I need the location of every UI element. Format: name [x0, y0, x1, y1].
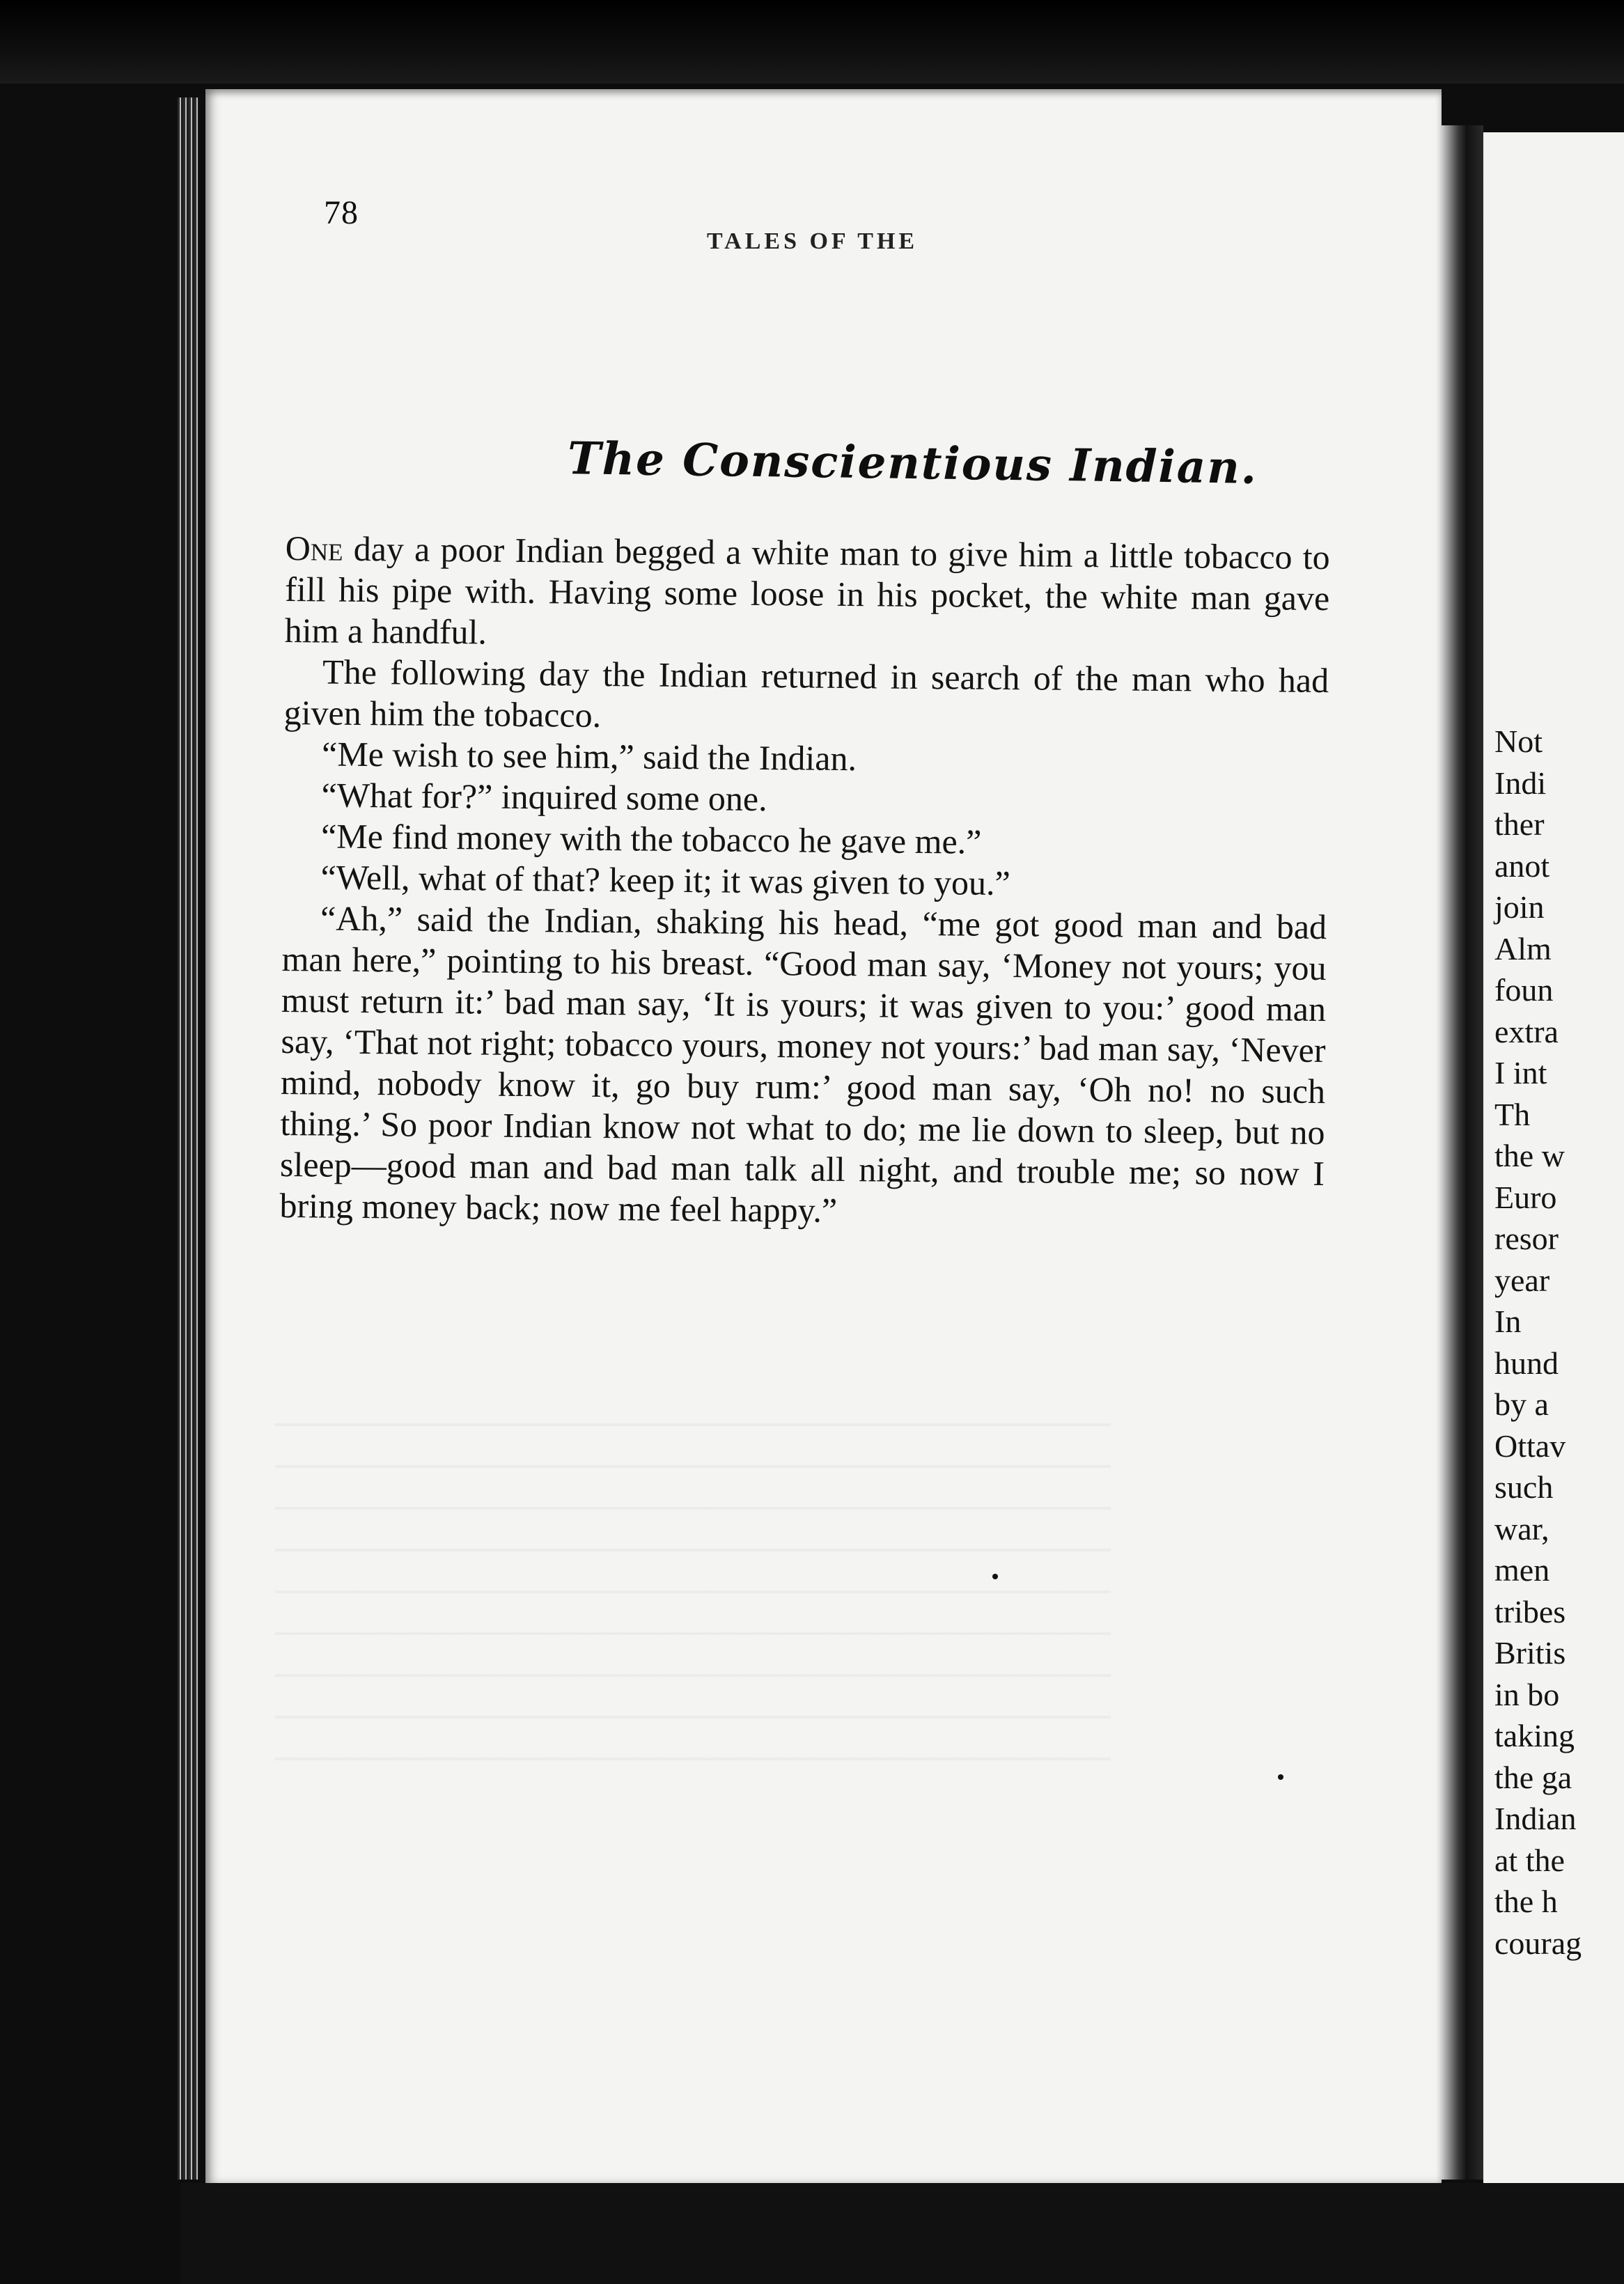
right-page-line: in bo — [1494, 1676, 1560, 1712]
right-page-line: by a — [1494, 1386, 1549, 1422]
paragraph: The following day the Indian returned in search of the man who had given him the tobacco. — [283, 652, 1329, 735]
right-page-line: war, — [1494, 1510, 1549, 1547]
paragraph: “Ah,” said the Indian, shaking his head, “me got good man and bad man here,” pointing to his breast. “Good man say, ‘Money not yours; you must return it:’ bad man say, ‘It is yours; it was given to you:’ good man say, ‘That not right; tobacco yours, money not yours:’ bad man say, ‘Never mind, nobody know it, go buy rum:’ good man say, ‘Oh no! no such thing.’ So poor Indian know not what to do; me lie down to sleep, but no sleep—good man and bad man talk all night, and trouble me; so now I bring money back; now me feel happy.” — [279, 898, 1327, 1230]
right-page-line: Th — [1494, 1096, 1531, 1132]
right-page-line: extra — [1494, 1013, 1559, 1049]
paragraph: “Me find money with the tobacco he gave me.” — [320, 816, 982, 861]
scan-bottom-border — [181, 2183, 1624, 2284]
right-page-line: foun — [1494, 972, 1554, 1008]
right-page-line: men — [1494, 1552, 1550, 1588]
right-page-line: Indian — [1494, 1801, 1577, 1836]
right-page-line: year — [1494, 1262, 1550, 1298]
right-page-line: resor — [1494, 1221, 1559, 1256]
left-page — [205, 89, 1442, 2185]
page-stack-edge — [178, 97, 198, 2180]
right-page-line: the h — [1494, 1884, 1558, 1919]
right-page-line: Not — [1494, 723, 1543, 759]
ink-speck — [992, 1574, 998, 1579]
right-page-line: such — [1494, 1469, 1554, 1505]
right-page-line: the w — [1494, 1138, 1565, 1173]
paragraph: “What for?” inquired some one. — [321, 775, 767, 819]
right-page-line: Britis — [1494, 1635, 1566, 1671]
paragraph-text: day a poor Indian begged a white man to give him a little tobacco to fill his pipe with. Having some loose in his pocket, the white man gave him a handful. — [284, 529, 1330, 652]
right-page-line: at the — [1494, 1842, 1565, 1878]
book-gutter — [1442, 125, 1483, 2180]
right-page-line: hund — [1494, 1345, 1559, 1381]
right-page-line: Ottav — [1494, 1428, 1566, 1464]
ink-speck — [1278, 1774, 1283, 1780]
right-page-text — [1494, 721, 1624, 1964]
story-title: The Conscientious Indian. — [567, 432, 1258, 494]
right-page-line: Euro — [1494, 1179, 1557, 1215]
right-page-line: tribes — [1494, 1593, 1566, 1629]
page-number: 78 — [324, 194, 359, 231]
right-page-fragment — [1483, 132, 1624, 2193]
right-page-line: courag — [1494, 1925, 1582, 1961]
right-page-line: the ga — [1494, 1759, 1572, 1795]
right-page-line: In — [1494, 1304, 1522, 1339]
right-page-line: Indi — [1494, 765, 1547, 801]
right-page-line: I int — [1494, 1055, 1547, 1090]
paragraph: “Well, what of that? keep it; it was given to you.” — [320, 857, 1010, 903]
paragraph — [284, 528, 1329, 660]
right-page-line: ther — [1494, 806, 1545, 842]
show-through-texture — [275, 1412, 1111, 1760]
right-page-line: anot — [1494, 847, 1550, 884]
story-body — [279, 528, 1330, 1235]
right-page-line: join — [1494, 889, 1545, 925]
paragraph-lead-word: One — [285, 528, 343, 568]
right-page-line: Alm — [1494, 930, 1552, 967]
right-page-line: taking — [1494, 1718, 1575, 1753]
paragraph: “Me wish to see him,” said the Indian. — [321, 734, 857, 779]
running-head: TALES OF THE — [707, 228, 919, 254]
scan-top-border — [0, 0, 1624, 84]
